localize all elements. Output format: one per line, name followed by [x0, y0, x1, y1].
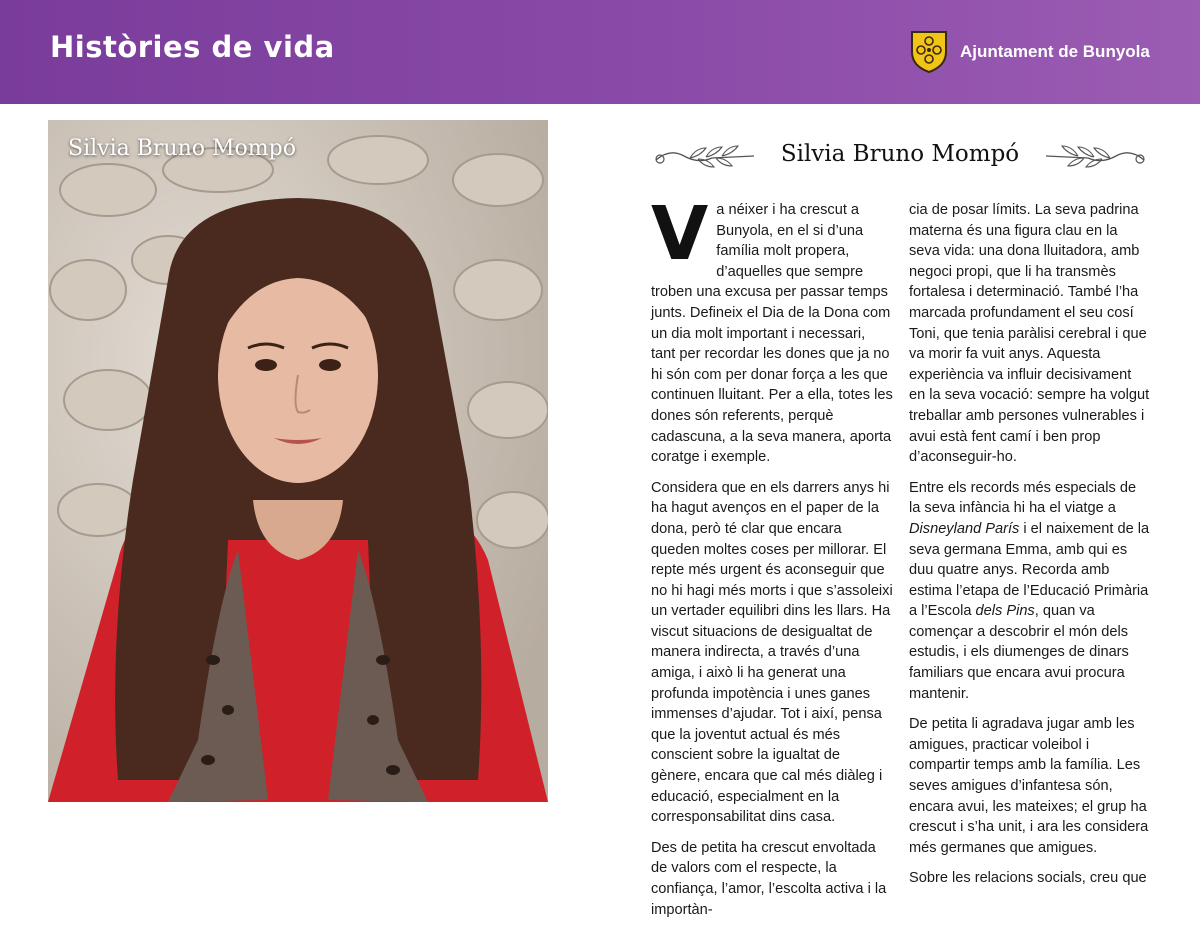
paragraph: Des de petita ha crescut envoltada de valors com el respecte, la confiança, l’amor, l’escolta activa i la importàn- — [651, 839, 887, 918]
portrait-photo — [48, 120, 548, 802]
header-banner — [0, 0, 1200, 104]
paragraph: Va néixer i ha crescut a Bunyola, en el si d’una família molt propera, d’aquelles que sempre troben una excusa per passar temps junts. Defineix el Dia de la Dona com un dia molt important i necessari, tant per recordar les dones que ja no hi són com per donar força a les que continuen lluitant. Per a ella, totes les dones són referents, perquè cadascuna, a la seva manera, aporta coratge i exemple. — [651, 191, 893, 466]
article-column-right — [909, 200, 1151, 899]
photo-caption: Silvia Bruno Mompó — [68, 136, 296, 161]
paragraph: Sobre les relacions socials, creu que — [909, 870, 1147, 887]
organization-name: Ajuntament de Bunyola — [960, 42, 1150, 61]
laurel-ornament-right-icon — [1044, 140, 1150, 172]
article-title: Silvia Bruno Mompó — [780, 141, 1020, 167]
town-crest-icon — [908, 28, 950, 74]
drop-cap: V — [651, 191, 709, 277]
paragraph: De petita li agradava jugar amb les amigues, practicar voleibol i compartir temps amb la família. Les seves amigues d’infantesa són, encara avui, les mateixes; el grup ha crescut i s’ha unit, i ara les considera més germanes que amigues. — [909, 716, 1149, 856]
article-heading — [650, 136, 1150, 176]
paragraph: Considera que en els darrers anys hi ha hagut avenços en el paper de la dona, però té clar que encara queden moltes coses per millorar. El repte més urgent és aconseguir que no hi hagi més morts i que s’assoleixi un vertader equilibri dins les llars. Ha viscut situacions de desigualtat de manera indirecta, a través d’una amiga, i això li ha generat una profunda impotència i unes ganes immenses d’ajudar. Tot i així, pensa que la joventut actual és més conscient sobre la igualtat de gènere, encara que cal més diàleg i educació, especialment en la corresponsabilitat dins casa. — [651, 479, 893, 826]
section-title: Històries de vida — [50, 30, 335, 64]
paragraph: cia de posar límits. La seva padrina materna és una figura clau en la seva vida: una dona lluitadora, amb negoci propi, que li ha transmès fortalesa i determinació. També l’ha marcada profundament el seu cosí Toni, que tenia paràlisi cerebral i que va morir fa vuit anys. Aquesta experiència va influir decisivament en la seva vocació: sempre ha volgut treballar amb persones vulnerables i avui està fent camí i ben prop d’aconseguir-ho. — [909, 202, 1150, 466]
article-column-left — [651, 191, 893, 930]
paragraph: Entre els records més especials de la seva infància hi ha el viatge a Disneyland París i el naixement de la seva germana Emma, amb qui es duu quatre anys. Recorda amb estima l’etapa de l’Educació Primària a l’Escola dels Pins, quan va començar a descobrir el món dels estudis, i els diumenges de dinars familiars que encara avui procura mantenir. — [909, 479, 1150, 702]
portrait-illustration — [48, 120, 548, 802]
